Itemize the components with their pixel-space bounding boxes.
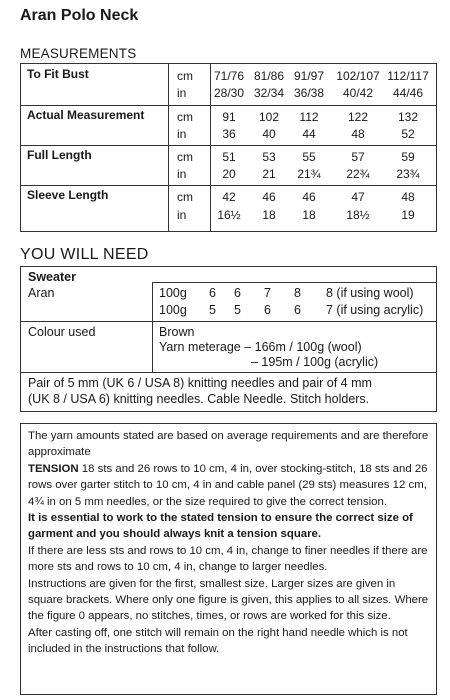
value-cell: 18	[262, 208, 276, 222]
requirements-table	[20, 266, 437, 412]
yarn-qty: 6	[264, 303, 271, 317]
row-label: To Fit Bust	[27, 67, 89, 81]
value-cell: 42	[222, 190, 236, 204]
sizes-note: Instructions are given for the first, smallest size. Larger sizes are given in square brackets. Where only one figure is given, this applies to all sizes. Where the figure 0 appears, no stitches, times, or rows are worked for this size.	[28, 577, 429, 623]
value-cell: 59	[401, 150, 415, 164]
value-cell: 112	[299, 110, 319, 124]
value-cell: 48	[401, 190, 415, 204]
value-cell: 40/42	[342, 86, 374, 100]
value-cell: 55	[302, 150, 316, 164]
yarn-qty: 5	[209, 303, 216, 317]
yarn-qty: 6	[294, 303, 301, 317]
value-cell: 18	[302, 208, 316, 222]
value-cell: 102	[258, 110, 280, 124]
colour-label: Colour used	[28, 325, 96, 339]
yarn-weight: 100g	[159, 286, 187, 300]
row-label: Actual Measurement	[27, 108, 145, 122]
unit-cm: cm	[177, 150, 193, 164]
measurement-row-sleeve	[21, 185, 436, 231]
value-cell: 53	[262, 150, 276, 164]
value-cell: 32/34	[253, 86, 285, 100]
value-cell: 122	[347, 110, 369, 124]
row-label: Sleeve Length	[27, 188, 109, 202]
measurements-heading: MEASUREMENTS	[20, 46, 137, 61]
value-cell: 57	[351, 150, 365, 164]
notes-box	[20, 423, 437, 695]
value-cell: 36/38	[293, 86, 325, 100]
value-cell: 23¾	[396, 167, 420, 181]
tension-label: TENSION	[28, 462, 79, 475]
unit-cell	[168, 64, 211, 105]
value-cell: 81/86	[253, 69, 285, 83]
measurement-row-length	[21, 145, 436, 186]
value-cell: 40	[262, 127, 276, 141]
column-divider	[152, 282, 153, 321]
value-cell: 16½	[217, 208, 241, 222]
tension-note	[28, 461, 429, 510]
unit-in: in	[177, 167, 187, 181]
value-cell: 71/76	[213, 69, 245, 83]
needle-size-note: If there are less sts and rows to 10 cm, 4 in, change to finer needles if there are more sts and rows to 10 cm, 4 in, change to larger needles.	[28, 544, 428, 574]
unit-cm: cm	[177, 69, 193, 83]
value-cell: 46	[262, 190, 276, 204]
value-cell: 51	[222, 150, 236, 164]
yarn-qty: 8 (if using wool)	[326, 286, 414, 300]
value-cell: 44/46	[392, 86, 424, 100]
yarn-qty: 5	[234, 303, 241, 317]
yarn-weight: 100g	[159, 303, 187, 317]
needles-line-1: Pair of 5 mm (UK 6 / USA 8) knitting needles and pair of 4 mm	[28, 376, 372, 390]
value-cell: 22¾	[346, 167, 370, 181]
row-divider	[21, 321, 436, 322]
value-cell: 48	[351, 127, 365, 141]
measurement-row-bust	[21, 64, 436, 106]
value-cell: 112/117	[387, 69, 429, 83]
row-divider	[152, 282, 436, 283]
unit-cell	[168, 185, 211, 231]
measurements-table	[20, 63, 437, 232]
yarn-qty: 8	[294, 286, 301, 300]
unit-in: in	[177, 86, 187, 100]
value-cell: 44	[302, 127, 316, 141]
tension-text: 18 sts and 26 rows to 10 cm, 4 in, over stocking-stitch, 18 sts and 26 rows over garter stitch to 10 cm, 4 in and cable panel (29 sts) measures 12 cm, 4¾ in on 5 mm needles, or the size required to give the correct tension.	[28, 462, 428, 508]
unit-cell	[168, 145, 211, 185]
value-cell: 132	[397, 110, 419, 124]
value-cell: 28/30	[213, 86, 245, 100]
yarn-meterage-acrylic: – 195m / 100g (acrylic)	[251, 355, 379, 369]
value-cell: 21¾	[297, 167, 321, 181]
value-cell: 18½	[346, 208, 370, 222]
value-cell: 91	[222, 110, 236, 124]
unit-in: in	[177, 208, 187, 222]
yarn-amount-note: The yarn amounts stated are based on average requirements and are therefore approximate	[28, 430, 429, 459]
you-will-need-heading: YOU WILL NEED	[20, 246, 149, 263]
value-cell: 19	[401, 208, 415, 222]
colour-value: Brown	[159, 325, 195, 339]
unit-cm: cm	[177, 110, 193, 124]
casting-off-note: After casting off, one stitch will remain on the right hand needle which is not included in the instructions that follow.	[28, 626, 408, 656]
yarn-qty: 7 (if using acrylic)	[326, 303, 424, 317]
value-cell: 46	[302, 190, 316, 204]
value-cell: 91/97	[293, 69, 325, 83]
page-title: Aran Polo Neck	[20, 7, 139, 24]
value-cell: 52	[401, 127, 415, 141]
value-cell: 21	[262, 167, 276, 181]
yarn-qty: 7	[264, 286, 271, 300]
unit-cell	[168, 105, 211, 145]
row-label: Full Length	[27, 148, 92, 162]
row-divider	[21, 372, 436, 373]
value-cell: 102/107	[336, 69, 380, 83]
sweater-label: Sweater	[28, 270, 76, 284]
value-cell: 36	[222, 127, 236, 141]
yarn-meterage-wool: Yarn meterage – 166m / 100g (wool)	[159, 340, 362, 354]
value-cell: 47	[351, 190, 365, 204]
yarn-name: Aran	[28, 286, 55, 300]
unit-cm: cm	[177, 190, 193, 204]
yarn-qty: 6	[234, 286, 241, 300]
needles-line-2: (UK 8 / USA 6) knitting needles. Cable Needle. Stitch holders.	[28, 392, 370, 406]
unit-in: in	[177, 127, 187, 141]
measurement-row-actual	[21, 105, 436, 146]
column-divider	[152, 321, 153, 372]
yarn-qty: 6	[209, 286, 216, 300]
value-cell: 20	[222, 167, 236, 181]
tension-warning: It is essential to work to the stated tension to ensure the correct size of garment and you should always knit a tension square.	[28, 512, 413, 541]
